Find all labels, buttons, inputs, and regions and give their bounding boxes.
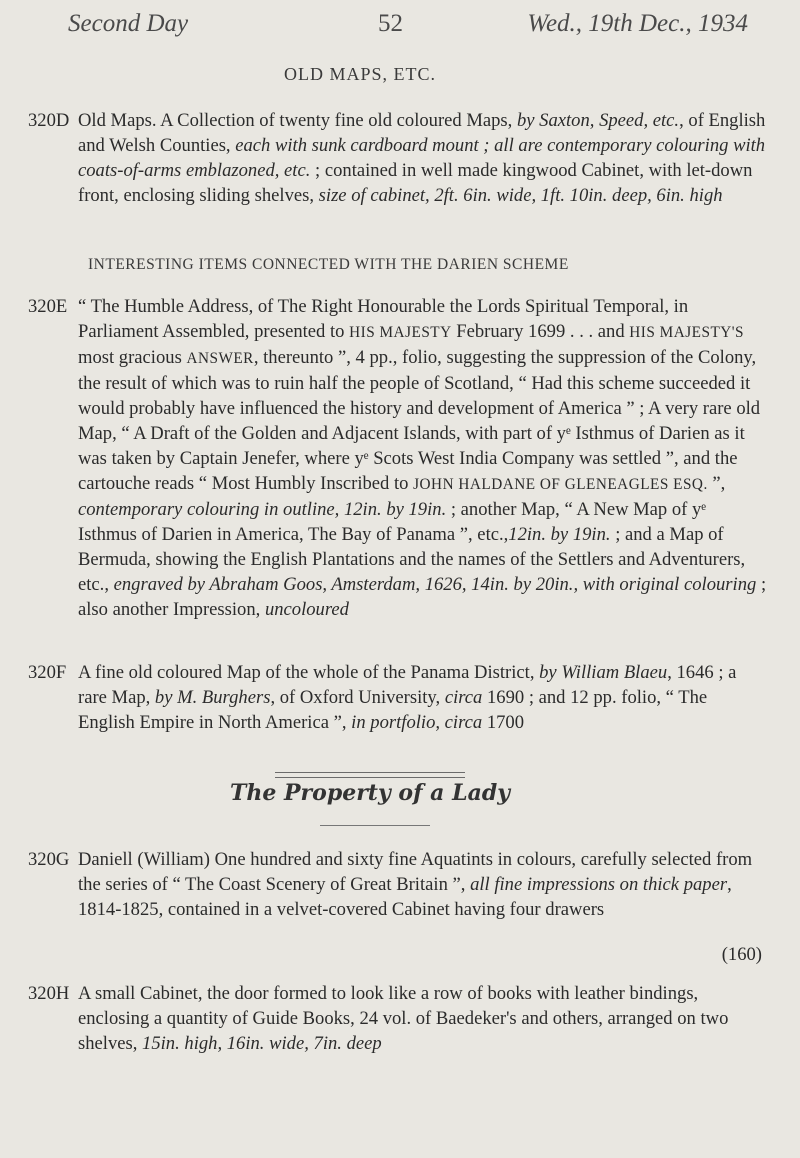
- lot-description: [78, 294, 768, 622]
- text-run: most gracious: [78, 347, 187, 368]
- italic-run: uncoloured: [264, 599, 349, 620]
- lot-entry-320f: [28, 660, 768, 735]
- lot-number: 320G: [28, 849, 70, 870]
- lot-entry-320g: [28, 847, 768, 922]
- text-run: ; contained in well made kingwood Cabinet, with let-down front, enclosing sliding shelves,: [78, 160, 753, 206]
- italic-run: by William Blaeu: [539, 662, 668, 683]
- lot-number: 320H: [28, 983, 70, 1004]
- italic-run: 12in. by 19in.: [508, 524, 611, 545]
- italic-run: in portfolio, circa: [351, 712, 483, 733]
- italic-run: size of cabinet, 2ft. 6in. wide, 1ft. 10in. deep, 6in. high: [318, 185, 723, 206]
- small-caps-run: HIS MAJESTY: [349, 324, 452, 341]
- lot-number: 320D: [28, 110, 70, 131]
- lot-description: [78, 981, 768, 1056]
- italic-run: contemporary colouring in outline, 12in. by 19in.: [78, 499, 447, 520]
- text-run: ; and a Map of Bermuda, showing the English Plantations and the names of the Settlers and Adventurers, etc.,: [78, 524, 746, 595]
- lot-description: [78, 847, 768, 922]
- text-run: ; also another Impression,: [78, 574, 767, 620]
- text-run: A fine old coloured Map of the whole of the Panama District,: [78, 662, 540, 683]
- text-run: “ The Humble Address, of The Right Honourable the Lords Spiritual Temporal, in Parliament Assembled, presented to: [78, 296, 689, 342]
- lot-price: (160): [721, 944, 762, 965]
- lot-description: [78, 660, 768, 735]
- italic-run: circa: [444, 687, 483, 708]
- running-head: [68, 10, 748, 44]
- lot-entry-320e: [28, 294, 768, 622]
- italic-run: by Saxton, Speed, etc.: [516, 110, 680, 131]
- lot-number: 320E: [28, 296, 68, 317]
- lot-number: 320F: [28, 662, 67, 683]
- text-run: A small Cabinet, the door formed to look like a row of books with leather bindings, enclosing a quantity of Guide Books, 24 vol. of Baedeker's and others, arranged on two shelves,: [78, 983, 729, 1054]
- text-run: 1690 ; and 12 pp. folio, “ The English Empire in North America ”,: [78, 687, 708, 733]
- lot-description: [78, 108, 768, 208]
- text-run: 1700: [482, 712, 525, 733]
- italic-run: 15in. high, 16in. wide, 7in. deep: [142, 1033, 382, 1054]
- page-number: 52: [378, 10, 403, 37]
- section-title: OLD MAPS, ETC.: [283, 64, 436, 84]
- section-divider: [275, 772, 465, 778]
- lot-entry-320d: [28, 108, 768, 208]
- italic-run: all fine impressions on thick paper: [470, 874, 728, 895]
- small-caps-run: JOHN HALDANE OF GLENEAGLES ESQ.: [413, 476, 708, 493]
- text-run: , of English and Welsh Counties,: [78, 110, 766, 156]
- text-run: , of Oxford University,: [270, 687, 445, 708]
- owner-rule: [320, 825, 430, 826]
- text-run: ; another Map, “ A New Map of yᵉ Isthmus of Darien in America, The Bay of Panama ”, etc.,: [78, 499, 707, 545]
- text-run: Old Maps. A Collection of twenty fine old coloured Maps,: [78, 110, 517, 131]
- section-subheading: INTERESTING ITEMS CONNECTED WITH THE DARIEN SCHEME: [88, 256, 569, 273]
- running-head-day: Second Day: [68, 10, 189, 37]
- lot-entry-320h: [28, 981, 768, 1056]
- text-run: Daniell (William) One hundred and sixty fine Aquatints in colours, carefully selected from the series of “ The Coast Scenery of Great Britain ”,: [78, 849, 753, 895]
- italic-run: each with sunk cardboard mount ; all are contemporary colouring with coats-of-arms emblazoned, etc.: [78, 135, 766, 181]
- text-run: , thereunto ”, 4 pp., folio, suggesting the suppression of the Colony, the result of which was to ruin half the people of Scotland, “ Had this scheme succeeded it would probably have influenced the history and development of America ” ; A very rare old Map, “ A Draft of the Golden and Adjacent Islands, with part of yᵉ Isthmus of Darien as it was taken by Captain Jenefer, where yᵉ Scots West India Company was settled ”, and the cartouche reads “ Most Humbly Inscribed to: [78, 347, 761, 494]
- running-head-date: Wed., 19th Dec., 1934: [527, 10, 748, 37]
- text-run: ”,: [707, 473, 726, 494]
- text-run: February 1699 . . . and: [451, 321, 630, 342]
- text-run: , 1646 ; a rare Map,: [78, 662, 737, 708]
- owner-heading: The Property of a Lady: [229, 780, 510, 806]
- small-caps-run: HIS MAJESTY'S: [629, 324, 745, 341]
- italic-run: engraved by Abraham Goos, Amsterdam, 1626, 14in. by 20in., with original colouring: [113, 574, 757, 595]
- small-caps-run: ANSWER: [186, 350, 254, 367]
- italic-run: by M. Burghers: [154, 687, 271, 708]
- text-run: , 1814-1825, contained in a velvet-covered Cabinet having four drawers: [78, 874, 732, 920]
